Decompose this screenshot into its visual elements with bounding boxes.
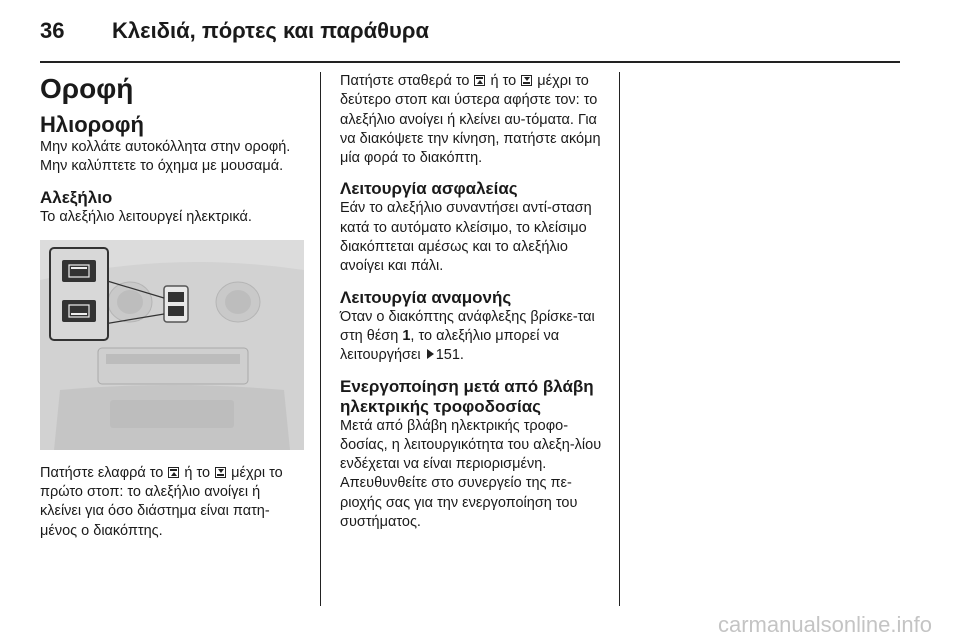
- safety-text: Εάν το αλεξήλιο συναντήσει αντί-σταση κατά το αυτόματο κλείσιμο, το κλείσιμο διακόπτεται αμέσως και το αλεξήλιο ανοίγει και πάλι.: [340, 200, 592, 275]
- chapter-title: Κλειδιά, πόρτες και παράθυρα: [112, 18, 429, 43]
- standby-text: Όταν ο διακόπτης ανάφλεξης βρίσκε-ται στη θέση 1, το αλεξήλιο μπορεί να λειτουργήσει 151.: [340, 308, 595, 364]
- page-header: [40, 18, 900, 54]
- step2-paragraph: Πατήστε σταθερά το ή το μέχρι το δεύτερο στοπ και ύστερα αφήστε τον: το αλεξήλιο ανοίγει ή κλείνει αυ-τόματα. Για να διακόψετε την κίνηση, πατήστε ακόμη μία φορά το διακόπτη.: [340, 73, 601, 167]
- page-reference[interactable]: 151.: [435, 347, 464, 364]
- column-divider-2: [619, 72, 620, 606]
- safety-heading: Λειτουργία ασφαλείας: [340, 179, 518, 199]
- activation-text: Μετά από βλάβη ηλεκτρικής τροφο-δοσίας, η λειτουργικότητα του αλεξη-λίου ενδέχεται να είναι περιορισμένη. Απευθυνθείτε στο συνεργείο της πε-ριοχής σας για την ενεργοποίηση του συστήματος.: [340, 417, 602, 531]
- left-column: [40, 72, 304, 541]
- intro-paragraph: Μην κολλάτε αυτοκόλλητα στην οροφή. Μην καλύπτετε το όχημα με μουσαμά.: [40, 139, 291, 175]
- standby-heading: Λειτουργία αναμονής: [340, 287, 512, 307]
- sunroof-heading: Αλεξήλιο: [40, 187, 113, 207]
- subsection-title: Ηλιοροφή: [40, 112, 144, 137]
- page-reference-arrow-icon: [427, 349, 434, 359]
- ignition-position: 1: [402, 327, 411, 344]
- header-rule: [40, 61, 900, 63]
- page-number: 36: [40, 18, 65, 43]
- sunroof-text: Το αλεξήλιο λειτουργεί ηλεκτρικά.: [40, 208, 252, 225]
- close-symbol-icon: [521, 75, 532, 86]
- step1-paragraph: Πατήστε ελαφρά το ή το μέχρι το πρώτο στοπ: το αλεξήλιο ανοίγει ή κλείνει για όσο διάστημα είναι πατη-μένος ο διακόπτης.: [40, 464, 283, 539]
- section-title: Οροφή: [40, 73, 134, 104]
- open-symbol-icon: [474, 75, 485, 86]
- watermark: carmanualsonline.info: [717, 612, 932, 637]
- activation-heading: Ενεργοποίηση μετά από βλάβη ηλεκτρικής τροφοδοσίας: [340, 376, 594, 416]
- sunroof-switch-photo: [40, 240, 304, 450]
- right-column: [340, 72, 604, 532]
- column-divider-1: [320, 72, 321, 606]
- open-symbol-icon: [168, 467, 179, 478]
- close-symbol-icon: [215, 467, 226, 478]
